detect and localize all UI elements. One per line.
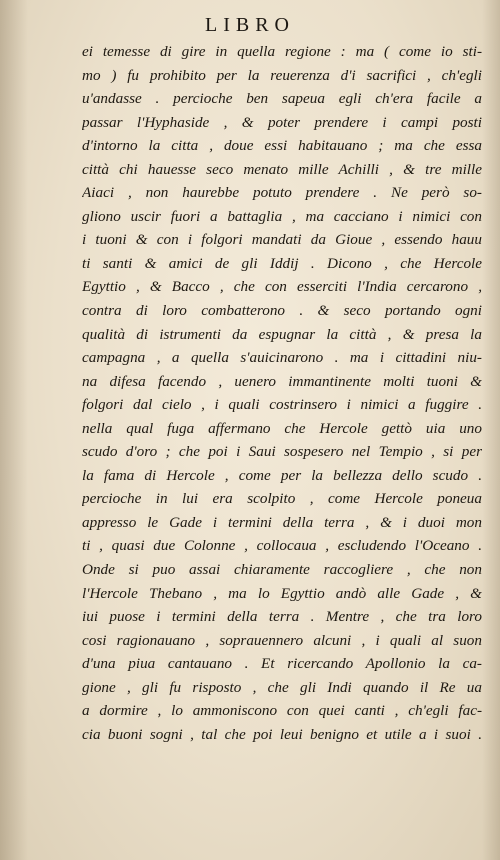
text-line: città chi hauesse seco menato mille Achilli , & tre mille (82, 160, 482, 178)
text-line: ti santi & amici de gli Iddij . Dicono , che Hercole (82, 254, 482, 272)
text-line: campagna , a quella s'auicinarono . ma i cittadini niu- (82, 349, 482, 367)
text-line: na difesa facendo , uenero immantinente molti tuoni & (82, 372, 482, 390)
text-line: Onde si puo assai chiaramente raccogliere , che non (82, 561, 482, 579)
text-line: i tuoni & con i folgori mandati da Gioue , essendo hauu (82, 231, 482, 249)
text-line: u'andasse . percioche ben sapeua egli ch'era facile a (82, 90, 482, 108)
text-line: Aiaci , non haurebbe potuto prendere . Ne però so- (82, 184, 482, 202)
text-line: l'Hercole Thebano , ma lo Egyttio andò alle Gade , & (82, 584, 482, 602)
text-line: folgori dal cielo , i quali costrinsero i nimici a fuggire . (82, 396, 482, 414)
text-line: passar l'Hyphaside , & poter prendere i campi posti (82, 113, 482, 131)
text-line: qualità di istrumenti da espugnar la città , & presa la (82, 325, 482, 343)
text-line: scudo d'oro ; che poi i Saui sospesero nel Tempio , si per (82, 443, 482, 461)
running-head: LIBRO (205, 14, 295, 36)
text-line: la fama di Hercole , come per la bellezza dello scudo . (82, 466, 482, 484)
text-line: percioche in lui era scolpito , come Hercole poneua (82, 490, 482, 508)
text-line: gliono uscir fuori a battaglia , ma cacciano i nimici con (82, 207, 482, 225)
text-line: a dormire , lo ammoniscono con quei canti , ch'egli fac- (82, 702, 482, 720)
text-line: cia buoni sogni , tal che poi leui benigno et utile a i suoi . (82, 725, 482, 743)
text-line: d'intorno la citta , doue essi habitauano ; ma che essa (82, 137, 482, 155)
text-line: appresso le Gade i termini della terra , & i duoi mon (82, 513, 482, 531)
text-line: d'una piua cantauano . Et ricercando Apollonio la ca- (82, 655, 482, 673)
text-line: Egyttio , & Bacco , che con esserciti l'India cercarono , (82, 278, 482, 296)
text-line: cosi ragionauano , soprauennero alcuni , i quali al suon (82, 631, 482, 649)
text-line: gione , gli fu risposto , che gli Indi quando il Re ua (82, 678, 482, 696)
text-line: mo ) fu prohibito per la reuerenza d'i sacrifici , ch'egli (82, 66, 482, 84)
text-line: iui puose i termini della terra . Mentre , che tra loro (82, 608, 482, 626)
text-line: nella qual fuga affermano che Hercole gettò uia uno (82, 419, 482, 437)
text-line: contra di loro combatterono . & seco portando ogni (82, 302, 482, 320)
text-line: ei temesse di gire in quella regione : ma ( come io sti- (82, 43, 482, 60)
text-line: ti , quasi due Colonne , collocaua , escludendo l'Oceano . (82, 537, 482, 555)
body-text (82, 40, 482, 746)
